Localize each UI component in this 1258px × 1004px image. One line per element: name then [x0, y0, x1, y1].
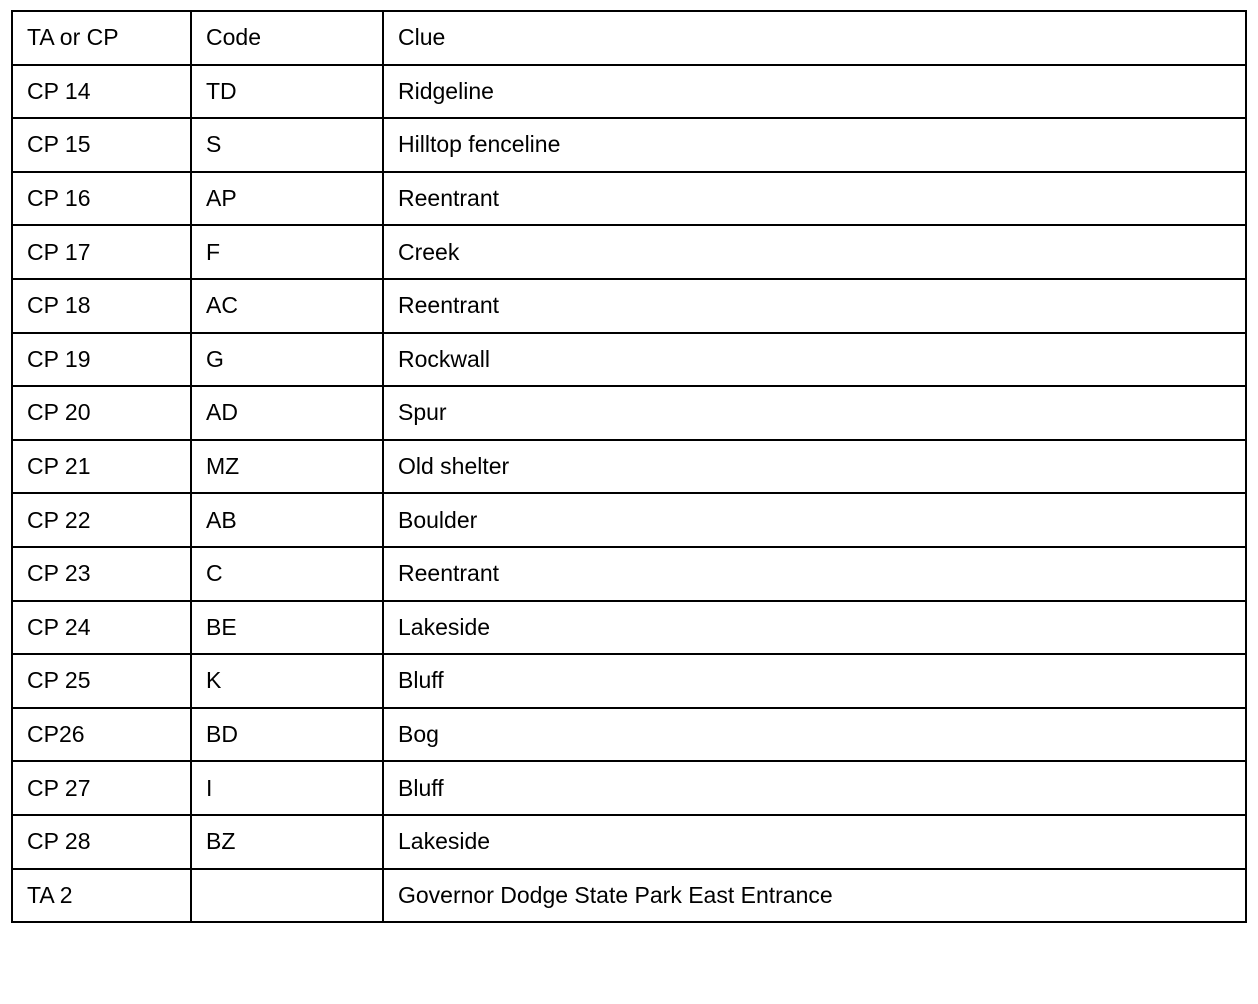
- cell-code: G: [191, 333, 383, 387]
- cell-code: AB: [191, 493, 383, 547]
- cell-clue: Lakeside: [383, 601, 1246, 655]
- cell-checkpoint: CP 21: [12, 440, 191, 494]
- cell-code: BD: [191, 708, 383, 762]
- cell-clue: Old shelter: [383, 440, 1246, 494]
- cell-clue: Reentrant: [383, 279, 1246, 333]
- table-row: [12, 761, 1246, 815]
- cell-code: BE: [191, 601, 383, 655]
- cell-code: AD: [191, 386, 383, 440]
- header-cell-code: Code: [191, 11, 383, 65]
- table-row: [12, 333, 1246, 387]
- cell-code: C: [191, 547, 383, 601]
- cell-checkpoint: CP 28: [12, 815, 191, 869]
- cell-code: F: [191, 225, 383, 279]
- cell-clue: Hilltop fenceline: [383, 118, 1246, 172]
- cell-clue: Spur: [383, 386, 1246, 440]
- cell-code: BZ: [191, 815, 383, 869]
- cell-code: I: [191, 761, 383, 815]
- cell-clue: Creek: [383, 225, 1246, 279]
- cell-clue: Rockwall: [383, 333, 1246, 387]
- header-cell-clue: Clue: [383, 11, 1246, 65]
- cell-code: TD: [191, 65, 383, 119]
- cell-checkpoint: CP 27: [12, 761, 191, 815]
- table-row: [12, 65, 1246, 119]
- cell-code: S: [191, 118, 383, 172]
- cell-code: AP: [191, 172, 383, 226]
- table-row: [12, 654, 1246, 708]
- table-row: [12, 869, 1246, 923]
- cell-code: [191, 869, 383, 923]
- table-row: [12, 601, 1246, 655]
- cell-code: AC: [191, 279, 383, 333]
- cell-checkpoint: TA 2: [12, 869, 191, 923]
- cell-clue: Bluff: [383, 761, 1246, 815]
- cell-clue: Bog: [383, 708, 1246, 762]
- cell-checkpoint: CP 16: [12, 172, 191, 226]
- cell-clue: Reentrant: [383, 547, 1246, 601]
- table-header-row: [12, 11, 1246, 65]
- table-row: [12, 386, 1246, 440]
- table-row: [12, 279, 1246, 333]
- table-row: [12, 440, 1246, 494]
- table-row: [12, 172, 1246, 226]
- cell-checkpoint: CP 17: [12, 225, 191, 279]
- table-row: [12, 118, 1246, 172]
- table-row: [12, 493, 1246, 547]
- cell-checkpoint: CP 25: [12, 654, 191, 708]
- cell-clue: Lakeside: [383, 815, 1246, 869]
- table-row: [12, 547, 1246, 601]
- cell-clue: Boulder: [383, 493, 1246, 547]
- cell-checkpoint: CP 22: [12, 493, 191, 547]
- cell-checkpoint: CP 18: [12, 279, 191, 333]
- cell-checkpoint: CP 15: [12, 118, 191, 172]
- table-row: [12, 815, 1246, 869]
- cell-clue: Ridgeline: [383, 65, 1246, 119]
- cell-clue: Bluff: [383, 654, 1246, 708]
- checkpoint-table: [11, 10, 1247, 923]
- cell-code: K: [191, 654, 383, 708]
- header-cell-ta-or-cp: TA or CP: [12, 11, 191, 65]
- cell-clue: Governor Dodge State Park East Entrance: [383, 869, 1246, 923]
- cell-checkpoint: CP 24: [12, 601, 191, 655]
- cell-checkpoint: CP 14: [12, 65, 191, 119]
- table-row: [12, 708, 1246, 762]
- table-row: [12, 225, 1246, 279]
- cell-clue: Reentrant: [383, 172, 1246, 226]
- cell-checkpoint: CP26: [12, 708, 191, 762]
- cell-checkpoint: CP 23: [12, 547, 191, 601]
- cell-code: MZ: [191, 440, 383, 494]
- cell-checkpoint: CP 19: [12, 333, 191, 387]
- cell-checkpoint: CP 20: [12, 386, 191, 440]
